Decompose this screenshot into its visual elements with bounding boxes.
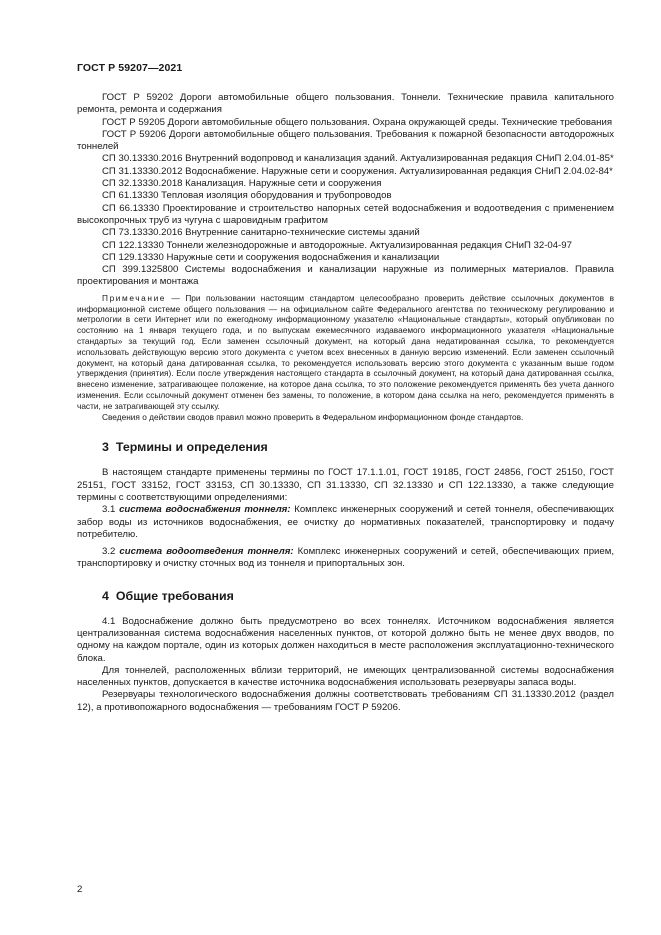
reference-item: СП 61.13330 Тепловая изоляция оборудования и трубопроводов <box>102 190 392 202</box>
section-number: 4 <box>102 588 109 603</box>
section-4 <box>77 589 614 714</box>
note-paragraph <box>77 293 614 412</box>
note-extra: Сведения о действии сводов правил можно проверить в Федеральном информационном фонде стандартов. <box>102 411 524 422</box>
page-number: 2 <box>77 884 83 895</box>
reference-item: СП 66.13330 Проектирование и строительство напорных сетей водоснабжения и водоотведения с применением высокопрочных труб из чугуна с шаровидным графитом <box>77 202 614 226</box>
section-heading <box>77 440 614 454</box>
references-list <box>77 92 614 289</box>
reference-item: СП 30.13330.2016 Внутренний водопровод и канализация зданий. Актуализированная редакция СНиП 2.04.01-85* <box>102 153 614 165</box>
note-text: — При пользовании настоящим стандартом целесообразно проверить действие ссылочных документов в информационной системе общего пользования — на официальном сайте Федерального агентства по техническому регулированию и метрологии в сети Интернет или по ежегодному информационному указателю «Национальные стандарты», который опубликован по состоянию на 1 января текущего года, и по выпускам ежемесячного издаваемого информационного указателя «Национальные стандарты» за текущий год. Если заменен ссылочный документ, на который дана недатированная ссылка, то рекомендуется использовать действующую версию этого документа с учетом всех внесенных в данную версию изменений. Если заменен ссылочный документ, на который дана датированная ссылка, то рекомендуется использовать версию этого документа с указанным выше годом утверждения (принятия). Если после утверждения настоящего стандарта в ссылочный документ, на который дана датированная ссылка, внесено изменение, затрагивающее положение, на которое дана ссылка, то это положение рекомендуется применять без учета данного изменения. Если ссылочный документ отменен без замены, то положение, в котором дана ссылка на него, рекомендуется применять в части, не затрагивающей эту ссылку. <box>77 292 614 411</box>
reference-item: ГОСТ Р 59206 Дороги автомобильные общего пользования. Требования к пожарной безопасности автодорожных тоннелей <box>77 128 614 153</box>
page-content <box>77 92 614 714</box>
reference-item: СП 399.1325800 Системы водоснабжения и канализации наружные из полимерных материалов. Правила проектирования и монтажа <box>77 264 614 288</box>
note-block <box>77 293 614 423</box>
reference-item: ГОСТ Р 59202 Дороги автомобильные общего пользования. Тоннели. Технические правила капитального ремонта, ремонта и содержания <box>77 92 614 116</box>
note-label: Примечание <box>102 292 167 303</box>
term-number: 3.2 <box>102 546 116 558</box>
body-paragraph: 4.1 Водоснабжение должно быть предусмотрено во всех тоннелях. Источником водоснабжения является централизованная система водоснабжения населенных пунктов, от которой должно быть не менее двух вводов, по одному на каждом портале, один из которых должен находиться в месте расположения эксплуатационно-технического блока. <box>77 615 614 664</box>
term-number: 3.1 <box>102 504 116 516</box>
body-paragraph: Резервуары технологического водоснабжения должны соответствовать требованиям СП 31.13330.2012 (раздел 12), а противопожарного водоснабжения — требованиям ГОСТ Р 59206. <box>77 689 614 713</box>
term-name: система водоснабжения тоннеля: <box>119 504 291 516</box>
reference-item: СП 129.13330 Наружные сети и сооружения водоснабжения и канализации <box>102 251 440 263</box>
section-title: Термины и определения <box>115 440 268 455</box>
term-definition <box>77 504 614 541</box>
term-text: Комплекс инженерных сооружений и сетей, обеспечивающих прием, транспортировку и очистку сточных вод из тоннеля и припортальных зон. <box>77 546 614 570</box>
reference-item: СП 73.13330.2016 Внутренние санитарно-технические системы зданий <box>102 227 420 239</box>
section-number: 3 <box>102 440 109 455</box>
reference-item: ГОСТ Р 59205 Дороги автомобильные общего пользования. Охрана окружающей среды. Технические требования <box>102 116 613 128</box>
reference-item: СП 32.13330.2018 Канализация. Наружные сети и сооружения <box>102 178 382 190</box>
section-3 <box>77 440 614 570</box>
reference-item: СП 31.13330.2012 Водоснабжение. Наружные сети и сооружения. Актуализированная редакция СНиП 2.04.02-84* <box>102 165 613 177</box>
section-title: Общие требования <box>115 588 234 603</box>
term-name: система водоотведения тоннеля: <box>119 546 294 558</box>
body-paragraph: Для тоннелей, расположенных вблизи территорий, не имеющих централизованной системы водоснабжения населенных пунктов, допускается в качестве источника водоснабжения использовать резервуары запаса воды. <box>77 664 614 689</box>
term-definition <box>77 546 614 571</box>
term-text: Комплекс инженерных сооружений и сетей тоннеля, обеспечивающих забор воды из источников водоснабжения, ее очистку до нормативных показателей, транспортировку и подачу потребителю. <box>77 504 614 540</box>
reference-item: СП 122.13330 Тоннели железнодорожные и автодорожные. Актуализированная редакция СНиП 32-04-97 <box>102 239 572 251</box>
section-heading <box>77 589 614 603</box>
document-header: ГОСТ Р 59207—2021 <box>77 62 183 74</box>
section-intro: В настоящем стандарте применены термины по ГОСТ 17.1.1.01, ГОСТ 19185, ГОСТ 24856, ГОСТ 25150, ГОСТ 25151, ГОСТ 33152, ГОСТ 33153, СП 30.13330, СП 31.13330, СП 32.13330 и СП 122.13330, а также следующие термины с соответствующими определениями: <box>77 467 614 503</box>
